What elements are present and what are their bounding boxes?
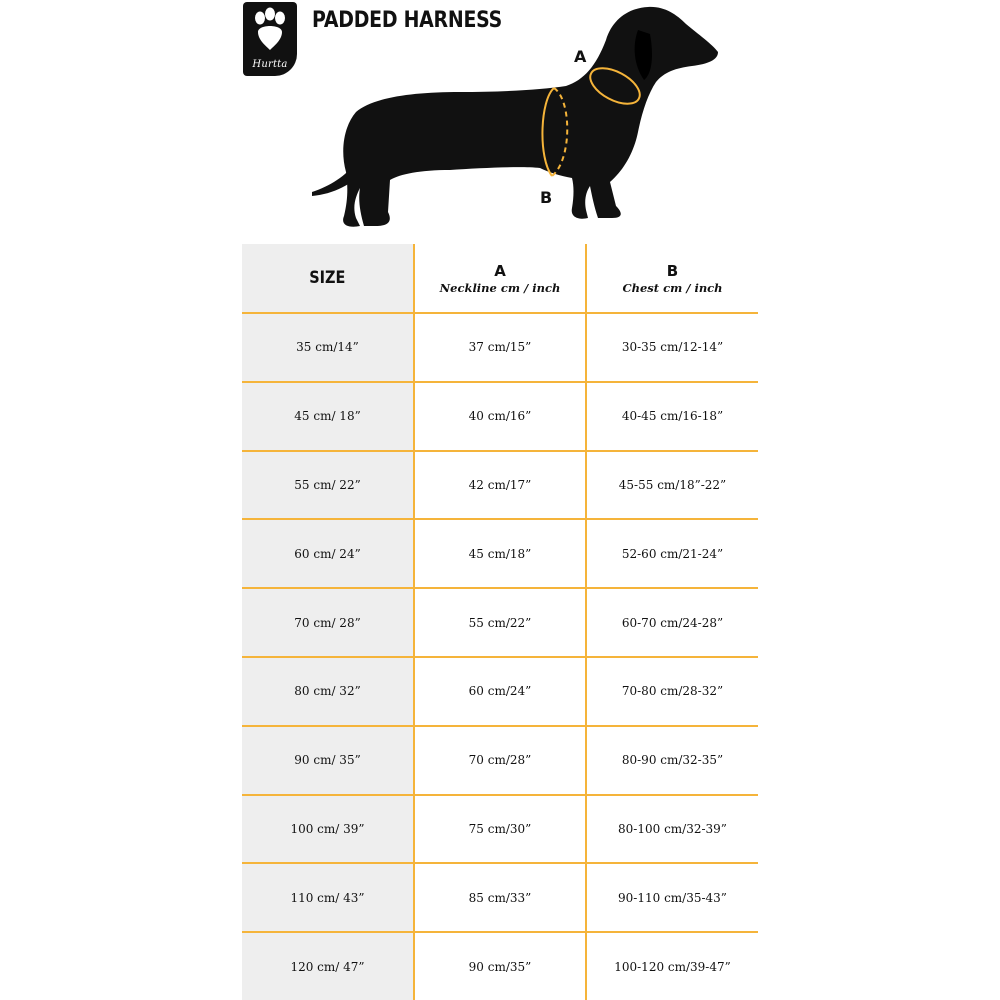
table-row	[242, 863, 758, 932]
cell-neckline: 90 cm/35”	[414, 932, 586, 1000]
cell-size: 70 cm/ 28”	[242, 588, 414, 657]
header-neckline	[414, 244, 586, 313]
cell-size: 100 cm/ 39”	[242, 795, 414, 864]
cell-size: 120 cm/ 47”	[242, 932, 414, 1000]
cell-neckline: 37 cm/15”	[414, 313, 586, 382]
cell-neckline: 60 cm/24”	[414, 657, 586, 726]
cell-size: 60 cm/ 24”	[242, 519, 414, 588]
cell-neckline: 85 cm/33”	[414, 863, 586, 932]
cell-neckline: 40 cm/16”	[414, 382, 586, 451]
table-row	[242, 657, 758, 726]
header-b-sub: Chest cm / inch	[622, 280, 723, 295]
header-a-letter: A	[494, 261, 506, 280]
cell-size: 55 cm/ 22”	[242, 451, 414, 520]
header-b-letter: B	[666, 261, 679, 280]
paw-icon	[243, 2, 297, 58]
table-row	[242, 932, 758, 1000]
cell-neckline: 42 cm/17”	[414, 451, 586, 520]
cell-size: 110 cm/ 43”	[242, 863, 414, 932]
cell-neckline: 55 cm/22”	[414, 588, 586, 657]
header-a-sub: Neckline cm / inch	[439, 280, 561, 295]
brand-name: Hurtta	[252, 59, 288, 70]
cell-chest: 30-35 cm/12-14”	[586, 313, 758, 382]
measure-label-b: B	[540, 188, 553, 207]
cell-neckline: 45 cm/18”	[414, 519, 586, 588]
header-size-label: SIZE	[309, 268, 346, 288]
table-row	[242, 588, 758, 657]
cell-chest: 40-45 cm/16-18”	[586, 382, 758, 451]
cell-size: 80 cm/ 32”	[242, 657, 414, 726]
cell-chest: 90-110 cm/35-43”	[586, 863, 758, 932]
header-size	[242, 244, 414, 313]
table-row	[242, 313, 758, 382]
header-chest	[586, 244, 758, 313]
table-row	[242, 726, 758, 795]
hurtta-logo	[243, 2, 297, 76]
cell-chest: 80-100 cm/32-39”	[586, 795, 758, 864]
table-row	[242, 795, 758, 864]
table-row	[242, 382, 758, 451]
table-row	[242, 519, 758, 588]
table-row	[242, 451, 758, 520]
cell-size: 35 cm/14”	[242, 313, 414, 382]
cell-chest: 70-80 cm/28-32”	[586, 657, 758, 726]
cell-chest: 45-55 cm/18”-22”	[586, 451, 758, 520]
cell-chest: 80-90 cm/32-35”	[586, 726, 758, 795]
cell-neckline: 75 cm/30”	[414, 795, 586, 864]
dog-silhouette	[300, 0, 740, 235]
cell-chest: 60-70 cm/24-28”	[586, 588, 758, 657]
cell-neckline: 70 cm/28”	[414, 726, 586, 795]
measure-label-a: A	[574, 47, 587, 66]
size-chart-table	[242, 244, 758, 1000]
cell-chest: 52-60 cm/21-24”	[586, 519, 758, 588]
cell-size: 90 cm/ 35”	[242, 726, 414, 795]
page-title: PADDED HARNESS	[312, 8, 503, 33]
cell-chest: 100-120 cm/39-47”	[586, 932, 758, 1000]
table-header-row	[242, 244, 758, 313]
cell-size: 45 cm/ 18”	[242, 382, 414, 451]
